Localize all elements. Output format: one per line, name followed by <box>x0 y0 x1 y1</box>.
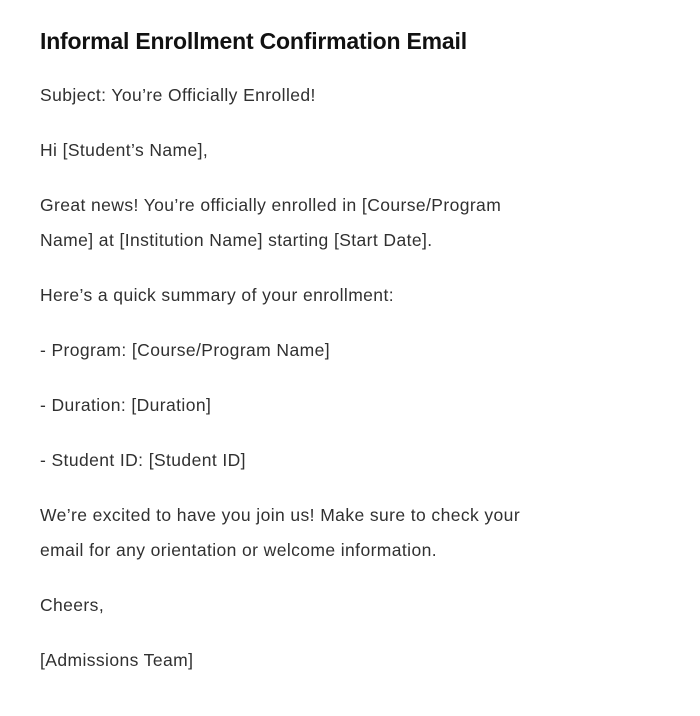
text-line: Here’s a quick summary of your enrollment: <box>40 285 394 305</box>
paragraph-summary-intro <box>40 278 660 313</box>
list-item-duration <box>40 388 660 423</box>
text-line: Name] at [Institution Name] starting [Start Date]. <box>40 230 433 250</box>
paragraph-greeting <box>40 133 660 168</box>
paragraph-closing-note <box>40 498 660 568</box>
text-line: email for any orientation or welcome information. <box>40 540 437 560</box>
list-item-student-id <box>40 443 660 478</box>
paragraph-intro <box>40 188 660 258</box>
text-line: [Admissions Team] <box>40 650 194 670</box>
paragraph-subject <box>40 78 660 113</box>
paragraph-signature <box>40 643 660 678</box>
text-line: We’re excited to have you join us! Make sure to check your <box>40 505 521 525</box>
text-line: Great news! You’re officially enrolled in [Course/Program <box>40 195 502 215</box>
text-line: - Student ID: [Student ID] <box>40 450 246 470</box>
text-line: - Program: [Course/Program Name] <box>40 340 330 360</box>
list-item-program <box>40 333 660 368</box>
text-line: Hi [Student’s Name], <box>40 140 209 160</box>
text-line: Cheers, <box>40 595 105 615</box>
paragraph-signoff <box>40 588 660 623</box>
text-line: Subject: You’re Officially Enrolled! <box>40 85 316 105</box>
text-line: - Duration: [Duration] <box>40 395 212 415</box>
page-title: Informal Enrollment Confirmation Email <box>40 28 467 54</box>
